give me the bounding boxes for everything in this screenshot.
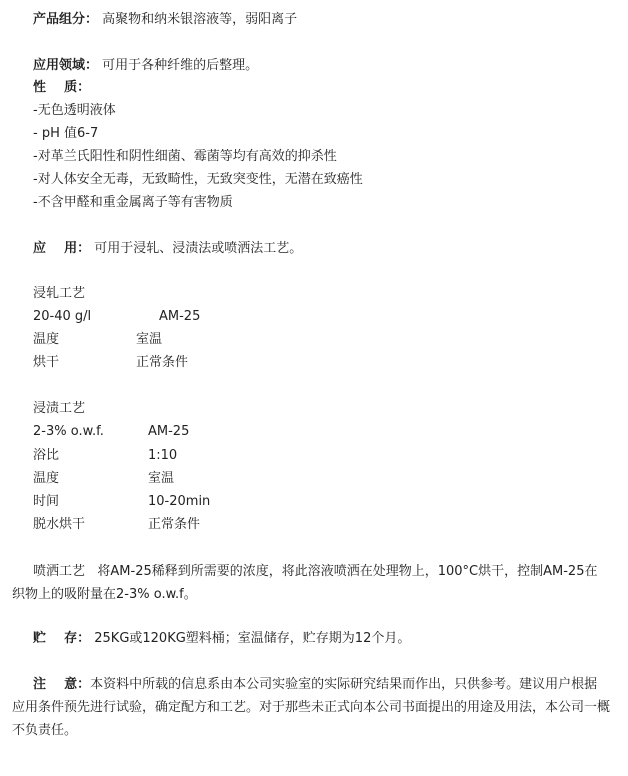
property-item: - pH 值6-7	[33, 126, 99, 141]
notice-paragraph	[12, 673, 610, 742]
dipping-process-title: 浸渍工艺	[33, 401, 86, 416]
composition-label: 产品组分：	[33, 12, 99, 27]
dipping-row-key: 浴比	[33, 448, 60, 463]
spray-process-paragraph: 喷洒工艺 将AM-25稀释到所需要的浓度，将此溶液喷洒在处理物上，100°C烘干，控制AM-25在织物上的吸附量在2-3% o.w.f。	[12, 564, 598, 602]
padding-row-value: AM-25	[159, 309, 201, 324]
dipping-row-key: 2-3% o.w.f.	[33, 424, 104, 439]
usage-line	[33, 240, 302, 258]
storage-value: 25KG或120KG塑料桶；室温储存，贮存期为12个月。	[94, 631, 411, 646]
padding-process-title: 浸轧工艺	[33, 286, 86, 301]
usage-label: 应 用：	[33, 241, 91, 256]
dipping-row-key: 脱水烘干	[33, 517, 86, 532]
dipping-row-value: 正常条件	[148, 517, 201, 532]
dipping-row-key: 温度	[33, 471, 60, 486]
dipping-row-value: 室温	[148, 471, 175, 486]
properties-label: 性 质：	[33, 80, 91, 95]
application-field-label: 应用领域：	[33, 58, 99, 73]
padding-row-value: 室温	[136, 332, 163, 347]
notice-label: 注 意：	[33, 677, 91, 692]
storage-label: 贮 存：	[33, 631, 91, 646]
composition-line	[33, 11, 297, 29]
padding-row-value: 正常条件	[136, 355, 189, 370]
usage-value: 可用于浸轧、浸渍法或喷洒法工艺。	[94, 241, 303, 256]
property-item: -无色透明液体	[33, 103, 116, 118]
padding-row-key: 20-40 g/l	[33, 309, 92, 324]
dipping-row-value: AM-25	[148, 424, 190, 439]
dipping-row-value: 1:10	[148, 448, 178, 463]
dipping-row-value: 10-20min	[148, 494, 211, 509]
property-item: -对革兰氏阳性和阴性细菌、霉菌等均有高效的抑杀性	[33, 149, 337, 164]
application-field-line	[33, 57, 258, 75]
application-field-value: 可用于各种纤维的后整理。	[102, 58, 259, 73]
composition-value: 高聚物和纳米银溶液等，弱阳离子	[102, 12, 298, 27]
property-item: -不含甲醛和重金属离子等有害物质	[33, 195, 233, 210]
padding-row-key: 烘干	[33, 355, 60, 370]
notice-value: 本资料中所载的信息系由本公司实验室的实际研究结果而作出，只供参考。建议用户根据应用条件预先进行试验，确定配方和工艺。对于那些未正式向本公司书面提出的用途及用法，本公司一概不负责任。	[12, 677, 611, 738]
padding-row-key: 温度	[33, 332, 60, 347]
storage-line	[33, 630, 410, 648]
dipping-row-key: 时间	[33, 494, 60, 509]
property-item: -对人体安全无毒，无致畸性，无致突变性，无潜在致癌性	[33, 172, 363, 187]
